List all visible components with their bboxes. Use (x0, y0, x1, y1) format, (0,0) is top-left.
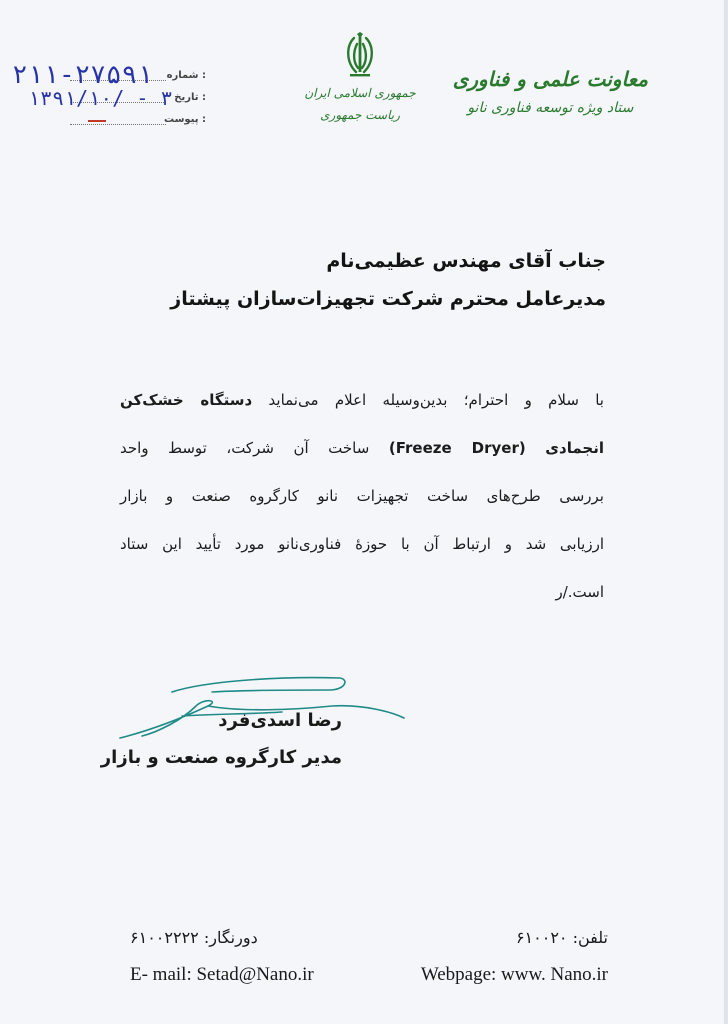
body-text: با سلام و احترام؛ بدین‌وسیله اعلام می‌نماید (268, 391, 604, 409)
addressee-name: جناب آقای مهندس عظیمی‌نام (326, 250, 606, 272)
organization-subtitle: ستاد ویژه توسعه فناوری نانو (467, 100, 634, 116)
addressee-title: مدیرعامل محترم شرکت تجهیزات‌سازان پیشتاز (170, 288, 606, 310)
organization-title: معاونت علمی و فناوری (452, 67, 648, 91)
addressee-block (170, 242, 606, 318)
device-name-cont: انجمادی (545, 439, 604, 457)
body-line-4: ارزیابی شد و ارتباط آن با حوزهٔ فناوری‌نانو مورد تأیید این ستاد (120, 535, 604, 553)
reference-block (8, 58, 208, 138)
phone-number: تلفن: ۶۱۰۰۲۰ (515, 928, 608, 947)
fax-number: دورنگار: ۶۱۰۰۲۲۲۲ (130, 928, 258, 947)
date-label: تاریخ : (174, 92, 206, 103)
signatory-name: رضا اسدی‌فرد (218, 710, 342, 731)
webpage-link[interactable]: Webpage: www. Nano.ir (420, 964, 608, 985)
organization-header (453, 64, 648, 122)
reference-date: ۱۳۹۱/۱۰/ - ۳ (28, 86, 173, 110)
presidency-name: ریاست جمهوری (320, 108, 400, 122)
country-name: جمهوری اسلامی ایران (304, 86, 416, 100)
device-english-name: (Freeze Dryer) (388, 439, 526, 457)
body-line-3: بررسی طرح‌های ساخت تجهیزات نانو کارگروه صنعت و بازار (120, 487, 604, 505)
dotted-line (70, 124, 166, 125)
body-text: ساخت آن شرکت، توسط واحد (120, 439, 370, 457)
red-pen-mark (88, 120, 106, 122)
body-line-2 (120, 424, 604, 472)
attachment-label: پیوست : (163, 114, 206, 125)
signatory-title: مدیر کارگروه صنعت و بازار (100, 747, 342, 768)
government-header (300, 32, 420, 126)
number-label: شماره : (166, 70, 206, 81)
iran-emblem-icon (340, 32, 380, 78)
reference-number-row (8, 60, 208, 90)
reference-date-row (8, 88, 208, 110)
email-link[interactable]: E- mail: Setad@Nano.ir (130, 964, 314, 985)
body-line-5: است./ر (555, 583, 604, 601)
page-edge (724, 0, 728, 1024)
device-name: دستگاه خشک‌کن (120, 391, 253, 409)
letter-footer (120, 928, 608, 998)
letter-body (120, 376, 604, 616)
body-line-1 (120, 376, 604, 424)
attachment-row (8, 110, 208, 132)
reference-number: ۲۱۱-۲۷۵۹۱ (12, 60, 153, 90)
signature-block (101, 704, 342, 778)
